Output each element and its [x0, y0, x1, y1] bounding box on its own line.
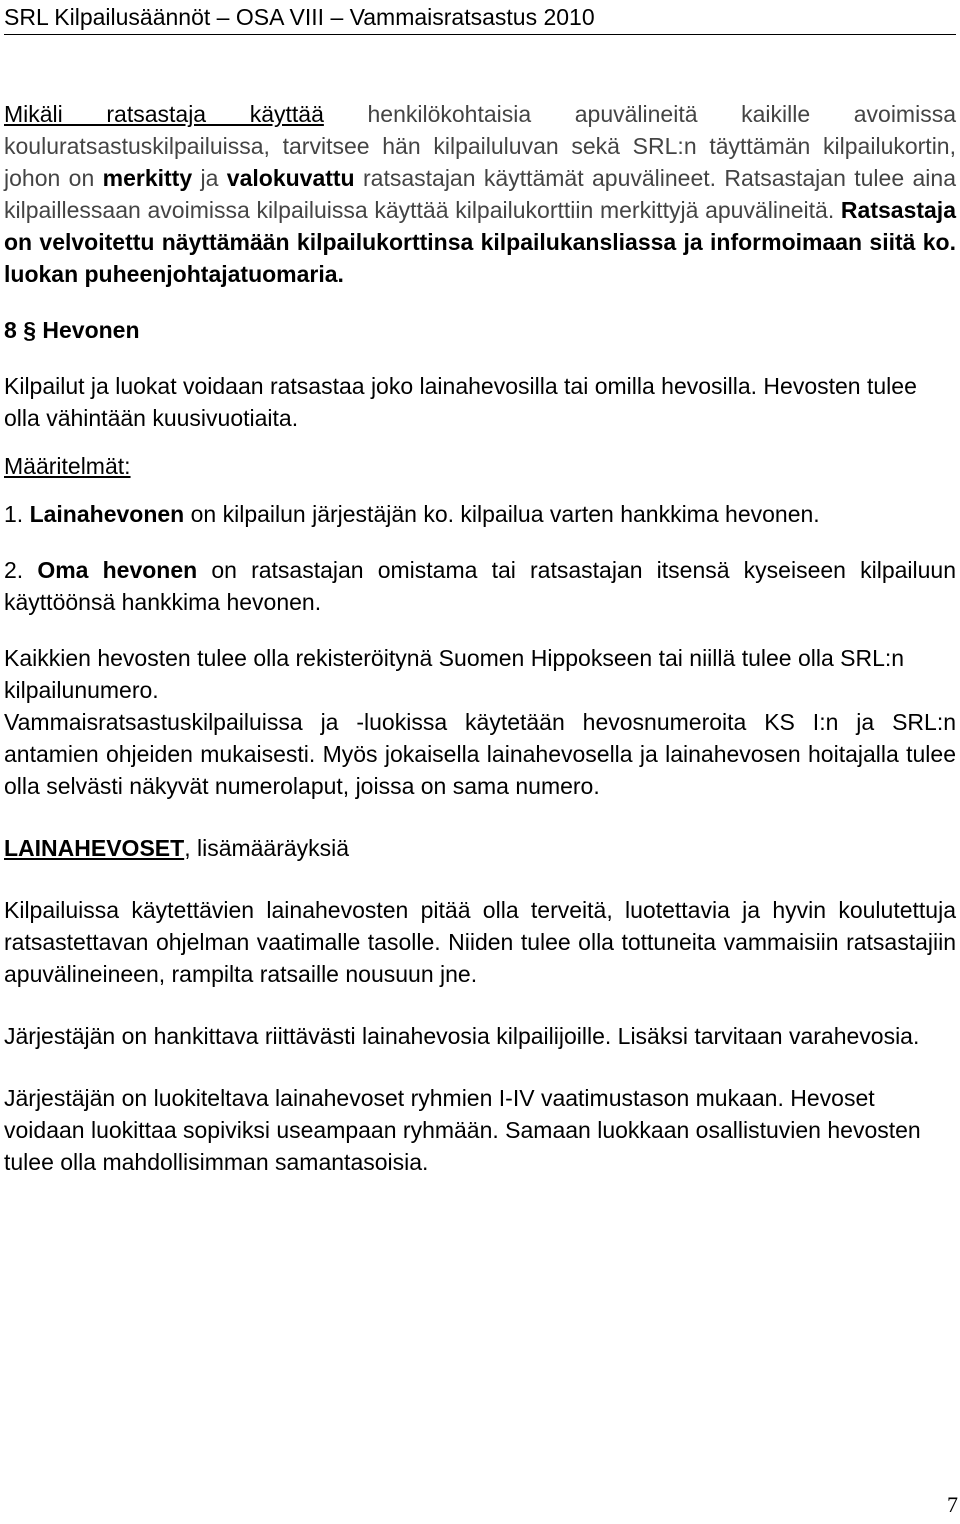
definitions-heading: Määritelmät: — [4, 453, 131, 479]
section-number: 8 — [4, 317, 17, 343]
paragraph1-bold-sentence: Ratsastaja on velvoitettu näyttämään kilpailukorttinsa kilpailukansliassa ja informoimaan siitä ko. luokan puheenjohtajatuomaria. — [4, 197, 956, 287]
definition-lainahevonen — [4, 498, 956, 530]
paragraph-hevosnumerot: Vammaisratsastuskilpailuissa ja -luokissa käytetään hevosnumeroita KS I:n ja SRL:n antamien ohjeiden mukaisesti. Myös jokaisella lainahevosella ja lainahevosen hoitajalla tulee olla selvästi näkyvät numerolaput, joissa on sama numero. — [4, 709, 956, 799]
paragraph1-text-c: ratsastajan käyttämät apuvälineet. Ratsastajan tulee aina kilpaillessaan avoimissa kilpailuissa käyttää kilpailukorttiin merkittyjä apuvälineitä. — [4, 165, 956, 223]
definition2-text: on ratsastajan omistama tai ratsastajan itsensä kyseiseen kilpailuun käyttöönsä hankkima hevonen. — [4, 557, 957, 615]
definition2-number: 2. — [4, 557, 24, 583]
paragraph1-merkitty: merkitty — [102, 165, 193, 191]
paragraph-lainahevosten-luokittelu: Järjestäjän on luokiteltava lainahevoset ryhmien I-IV vaatimustason mukaan. Hevoset voidaan luokittaa sopiviksi useampaan ryhmään. Samaan luokkaan osallistuvien hevosten tulee olla mahdollisimman samantasoisia. — [4, 1085, 921, 1175]
page-header — [4, 0, 956, 35]
definition1-term: Lainahevonen — [29, 501, 185, 527]
paragraph1-text-b: ja — [192, 165, 227, 191]
paragraph-rekisteröinti: Kaikkien hevosten tulee olla rekisteröitynä Suomen Hippokseen tai niillä tulee olla SRL:n kilpailunumero. — [4, 645, 905, 703]
lainahevoset-title: LAINAHEVOSET — [4, 835, 185, 861]
paragraph1-valokuvattu: valokuvattu — [226, 165, 355, 191]
paragraph-apuvalineet — [4, 98, 956, 290]
definition-oma-hevonen — [4, 554, 956, 618]
paragraph-lainahevosten-hankinta: Järjestäjän on hankittava riittävästi lainahevosia kilpailijoille. Lisäksi tarvitaan varahevosia. — [4, 1023, 920, 1049]
section-8-heading — [4, 314, 956, 346]
paragraph1-text-a: henkilökohtaisia apuvälineitä kaikille avoimissa kouluratsastuskilpailuissa, tarvitsee hän kilpailuluvan sekä SRL:n täyttämän kilpailukortin, johon on — [4, 101, 956, 191]
definition1-number: 1. — [4, 501, 24, 527]
document-body — [4, 98, 956, 1178]
paragraph-lainahevosten-vaatimukset: Kilpailuissa käytettävien lainahevosten pitää olla terveitä, luotettavia ja hyvin koulutettuja ratsastettavan ohjelman vaatimalle tasolle. Niiden tulee olla tottuneita vammaisiin ratsastajiin apuvälineineen, rampilta ratsaille nousuun jne. — [4, 897, 956, 987]
section-title: Hevonen — [42, 317, 140, 343]
header-title: SRL Kilpailusäännöt – OSA VIII – Vammaisratsastus 2010 — [4, 4, 595, 30]
definition1-text: on kilpailun järjestäjän ko. kilpailua varten hankkima hevonen. — [184, 501, 820, 527]
paragraph-hevoset-ikä: Kilpailut ja luokat voidaan ratsastaa joko lainahevosilla tai omilla hevosilla. Hevosten tulee olla vähintään kuusivuotiaita. — [4, 373, 917, 431]
section-symbol: § — [23, 317, 36, 343]
definition2-term: Oma hevonen — [37, 557, 198, 583]
lainahevoset-heading — [4, 832, 956, 864]
lainahevoset-suffix: , lisämääräyksiä — [184, 835, 350, 861]
page-number: 7 — [947, 1492, 958, 1517]
paragraph1-lead: Mikäli ratsastaja käyttää — [4, 101, 324, 127]
